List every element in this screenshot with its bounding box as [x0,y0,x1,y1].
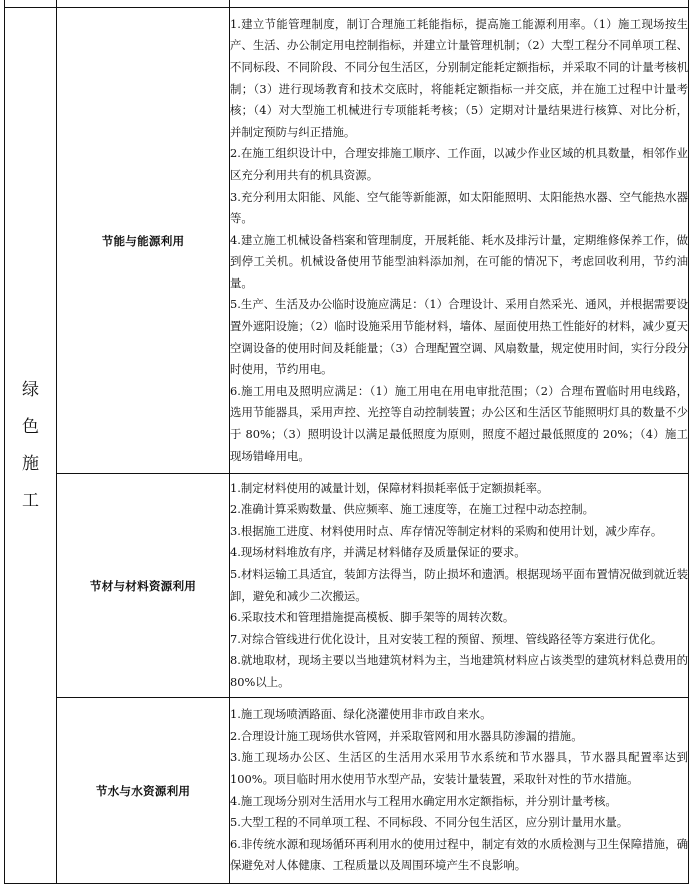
table-top-row [5,0,689,8]
list-item: 2.准确计算采购数量、供应频率、施工速度等，在施工过程中动态控制。 [230,502,594,517]
list-item: 4.现场材料堆放有序，并满足材料储存及质量保证的要求。 [230,545,526,560]
list-item: 1.制定材料使用的减量计划，保障材料损耗率低于定额损耗率。 [230,480,549,495]
section-content-cell [230,8,689,474]
list-item: 5.大型工程的不同单项工程、不同标段、不同分包生活区，应分别计量用水量。 [230,815,629,830]
section-content-cell [230,474,689,698]
list-item: 1.施工现场喷洒路面、绿化浇灌使用非市政自来水。 [230,707,492,722]
section-title-cell [57,698,230,884]
list-item: 8.就地取材，现场主要以当地建筑材料为主，当地建筑材料应占该类型的建筑材料总费用的 80%以上。 [230,653,688,689]
list-item: 2.在施工组织设计中，合理安排施工顺序、工作面，以减少作业区域的机具数量，相邻作业区充分利用共有的机具资源。 [230,146,688,182]
list-item: 3.根据施工进度、材料使用时点、库存情况等制定材料的采购和使用计划，减少库存。 [230,523,663,538]
category-cell [5,8,57,884]
list-item: 5.材料运输工具适宜，装卸方法得当，防止损坏和遗洒。根据现场平面布置情况做到就近装卸，避免和减少二次搬运。 [230,566,688,603]
list-item: 1.建立节能管理制度，制订合理施工耗能指标，提高施工能源利用率。（1）施工现场按生产、生活、办公制定用电控制指标，并建立计量管理机制；（2）大型工程分不同单项工程、不同标段、不同阶段、不同分包生活区，分别制定能耗定额指标，并采取不同的计量考核机制；（3）进行现场教育和技术交底时，将能耗定额指标一并交底，并在施工过程中计量考核；（4）对大型施工机械进行专项能耗考核；（5）定期对计量结果进行核算、对比分析，并制定预防与纠正措施。 [230,16,688,139]
section-title: 节能与能源利用 [101,233,185,248]
list-item: 6.非传统水源和现场循环再利用水的使用过程中，制定有效的水质检测与卫生保障措施，确保避免对人体健康、工程质量以及周围环境产生不良影响。 [230,836,688,873]
section-title: 节材与材料资源利用 [89,578,197,593]
list-item: 4.建立施工机械设备档案和管理制度，开展耗能、耗水及排污计量，定期维修保养工作，做到停工关机。机械设备使用节能型油料添加剂，在可能的情况下，考虑回收利用，节约油量。 [230,232,688,290]
list-item: 7.对综合管线进行优化设计，且对安装工程的预留、预埋、管线路径等方案进行优化。 [230,631,663,646]
list-item: 4.施工现场分别对生活用水与工程用水确定用水定额指标，并分别计量考核。 [230,793,617,808]
table-row [5,8,689,474]
table-row [5,474,689,698]
table-row [5,698,689,884]
section-title: 节水与水资源利用 [95,783,191,798]
list-item: 6.采取技术和管理措施提高模板、脚手架等的周转次数。 [230,610,515,625]
list-item: 3.充分利用太阳能、风能、空气能等新能源，如太阳能照明、太阳能热水器、空气能热水器等。 [230,189,688,226]
top-cell [230,0,689,8]
list-item: 3.施工现场办公区、生活区的生活用水采用节水系统和节水器具，节水器具配置率达到 100%。项目临时用水使用节水型产品，安装计量装置，采取针对性的节水措施。 [230,750,688,786]
top-cell [57,0,230,8]
list-item: 6.施工用电及照明应满足：（1）施工用电在用电审批范围；（2）合理布置临时用电线路，选用节能器具，采用声控、光控等自动控制装置；办公区和生活区节能照明灯具的数量不少于 80%；（3）照明设计以满足最低照度为原则，照度不超过最低照度的 20%；（4）施工现场错峰用电。 [230,383,688,463]
section-content-cell [230,698,689,884]
category-label: 绿色施工 [22,379,39,511]
list-item: 5.生产、生活及办公临时设施应满足：（1）合理设计、采用自然采光、通风，并根据需要设置外遮阳设施；（2）临时设施采用节能材料，墙体、屋面使用热工性能好的材料，减少夏天空调设备的使用时间及耗能量；（3）合理配置空调、风扇数量，规定使用时间，实行分段分时使用，节约用电。 [230,297,688,377]
top-cell [5,0,57,8]
green-construction-table [4,0,689,884]
section-title-cell [57,8,230,474]
section-title-cell [57,474,230,698]
list-item: 2.合理设计施工现场供水管网，并采取管网和用水器具防渗漏的措施。 [230,728,583,743]
